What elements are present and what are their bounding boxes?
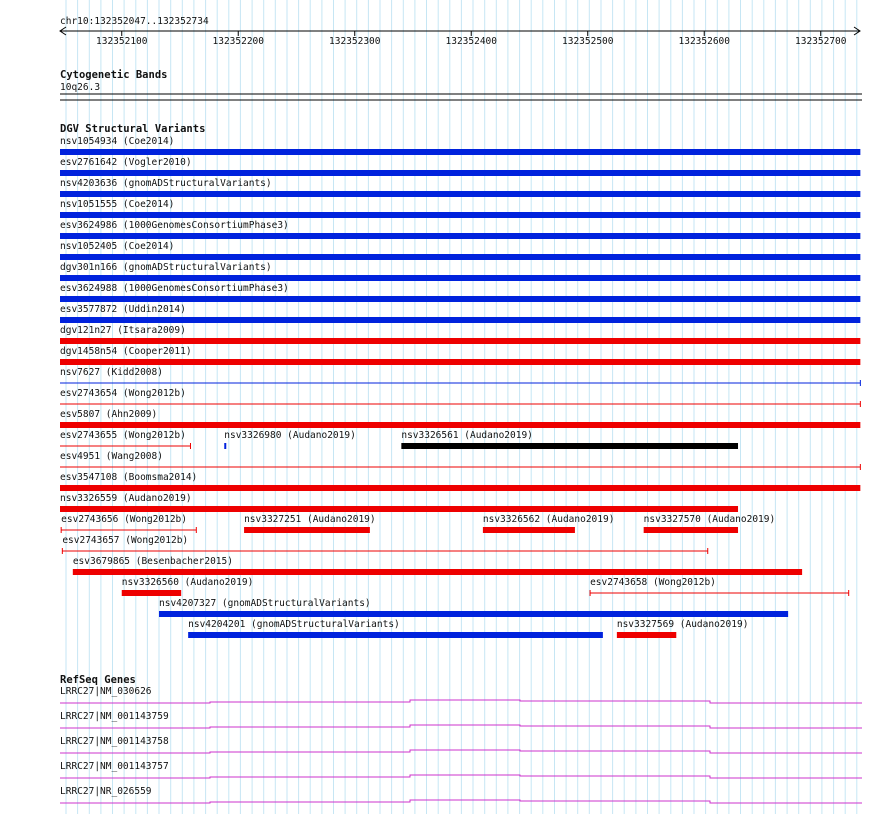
dgv-feature-bar bbox=[60, 422, 860, 428]
dgv-feature-bar bbox=[401, 443, 738, 449]
dgv-feature-bar bbox=[60, 149, 860, 155]
dgv-feature-label: nsv1054934 (Coe2014) bbox=[60, 136, 175, 147]
dgv-feature-esv2743655[interactable] bbox=[60, 430, 190, 449]
dgv-feature-bar bbox=[60, 191, 860, 197]
refseq-gene-label: LRRC27|NM_030626 bbox=[60, 686, 152, 697]
dgv-feature-label: nsv3327569 (Audano2019) bbox=[616, 619, 749, 630]
dgv-feature-bar bbox=[60, 212, 860, 218]
dgv-feature-label: nsv3326560 (Audano2019) bbox=[121, 577, 254, 588]
dgv-feature-label: nsv4204201 (gnomADStructuralVariants) bbox=[188, 619, 400, 630]
dgv-feature-bar bbox=[73, 569, 802, 575]
dgv-feature-bar bbox=[60, 275, 860, 281]
dgv-feature-bar bbox=[60, 233, 860, 239]
dgv-feature-label: esv2743656 (Wong2012b) bbox=[61, 514, 188, 525]
dgv-feature-bar bbox=[60, 254, 860, 260]
ruler-tick-label: 132352400 bbox=[445, 36, 497, 47]
dgv-feature-bar bbox=[60, 359, 860, 365]
dgv-feature-label: esv2743657 (Wong2012b) bbox=[62, 535, 189, 546]
dgv-feature-label: esv2761642 (Vogler2010) bbox=[60, 157, 192, 168]
region-label: chr10:132352047..132352734 bbox=[60, 16, 209, 27]
dgv-feature-bar bbox=[60, 170, 860, 176]
dgv-feature-label: nsv3326561 (Audano2019) bbox=[401, 430, 533, 441]
dgv-feature-bar bbox=[483, 527, 575, 533]
dgv-feature-label: esv4951 (Wang2008) bbox=[60, 451, 163, 462]
dgv-feature-bar bbox=[60, 506, 738, 512]
dgv-feature-label: nsv1051555 (Coe2014) bbox=[60, 199, 175, 210]
dgv-feature-label: nsv4207327 (gnomADStructuralVariants) bbox=[159, 598, 371, 609]
dgv-feature-label: nsv1052405 (Coe2014) bbox=[60, 241, 175, 252]
dgv-feature-label: esv3624988 (1000GenomesConsortiumPhase3) bbox=[60, 283, 289, 294]
dgv-feature-label: esv5807 (Ahn2009) bbox=[60, 409, 158, 420]
ruler-tick-label: 132352200 bbox=[212, 36, 264, 47]
dgv-feature-bar bbox=[244, 527, 370, 533]
dgv-feature-bar bbox=[644, 527, 738, 533]
dgv-track-title: DGV Structural Variants bbox=[60, 123, 206, 135]
ruler-tick-label: 132352700 bbox=[795, 36, 847, 47]
cytoband-label: 10q26.3 bbox=[60, 82, 101, 93]
refseq-gene-label: LRRC27|NM_001143757 bbox=[60, 761, 169, 772]
dgv-feature-label: nsv3326559 (Audano2019) bbox=[60, 493, 192, 504]
dgv-feature-label: nsv3327570 (Audano2019) bbox=[643, 514, 776, 525]
refseq-track-title: RefSeq Genes bbox=[60, 674, 136, 686]
dgv-feature-label: esv3547108 (Boomsma2014) bbox=[60, 472, 198, 483]
dgv-feature-label: esv3624986 (1000GenomesConsortiumPhase3) bbox=[60, 220, 289, 231]
dgv-feature-bar bbox=[617, 632, 676, 638]
dgv-feature-label: nsv3326562 (Audano2019) bbox=[482, 514, 615, 525]
dgv-feature-bar bbox=[60, 338, 860, 344]
dgv-feature-label: esv2743655 (Wong2012b) bbox=[60, 430, 186, 441]
ruler-tick-label: 132352500 bbox=[562, 36, 614, 47]
dgv-feature-bar bbox=[159, 611, 788, 617]
dgv-feature-bar bbox=[60, 296, 860, 302]
refseq-gene-label: LRRC27|NM_001143758 bbox=[60, 736, 169, 747]
dgv-feature-label: nsv7627 (Kidd2008) bbox=[60, 367, 163, 378]
ruler-tick-label: 132352300 bbox=[329, 36, 381, 47]
dgv-feature-bar bbox=[60, 317, 860, 323]
dgv-feature-label: esv2743658 (Wong2012b) bbox=[590, 577, 716, 588]
dgv-feature-label: esv3577872 (Uddin2014) bbox=[60, 304, 186, 315]
dgv-feature-esv2743656[interactable] bbox=[61, 514, 196, 533]
dgv-feature-bar bbox=[224, 443, 226, 449]
dgv-feature-nsv3327251[interactable] bbox=[244, 514, 376, 533]
ruler-tick-label: 132352600 bbox=[678, 36, 730, 47]
dgv-feature-label: dgv121n27 (Itsara2009) bbox=[60, 325, 186, 336]
dgv-feature-label: esv3679865 (Besenbacher2015) bbox=[72, 556, 233, 567]
dgv-feature-label: nsv3326980 (Audano2019) bbox=[224, 430, 356, 441]
dgv-feature-label: dgv1458n54 (Cooper2011) bbox=[60, 346, 192, 357]
dgv-feature-label: dgv301n166 (gnomADStructuralVariants) bbox=[60, 262, 272, 273]
dgv-feature-bar bbox=[60, 485, 860, 491]
ruler-tick-label: 132352100 bbox=[96, 36, 148, 47]
refseq-gene-label: LRRC27|NR_026559 bbox=[60, 786, 152, 797]
dgv-feature-bar bbox=[122, 590, 181, 596]
dgv-feature-label: nsv3327251 (Audano2019) bbox=[244, 514, 376, 525]
dgv-feature-bar bbox=[188, 632, 603, 638]
cytoband-track-title: Cytogenetic Bands bbox=[60, 69, 168, 81]
refseq-gene-label: LRRC27|NM_001143759 bbox=[60, 711, 169, 722]
dgv-feature-label: esv2743654 (Wong2012b) bbox=[60, 388, 186, 399]
dgv-feature-label: nsv4203636 (gnomADStructuralVariants) bbox=[60, 178, 272, 189]
